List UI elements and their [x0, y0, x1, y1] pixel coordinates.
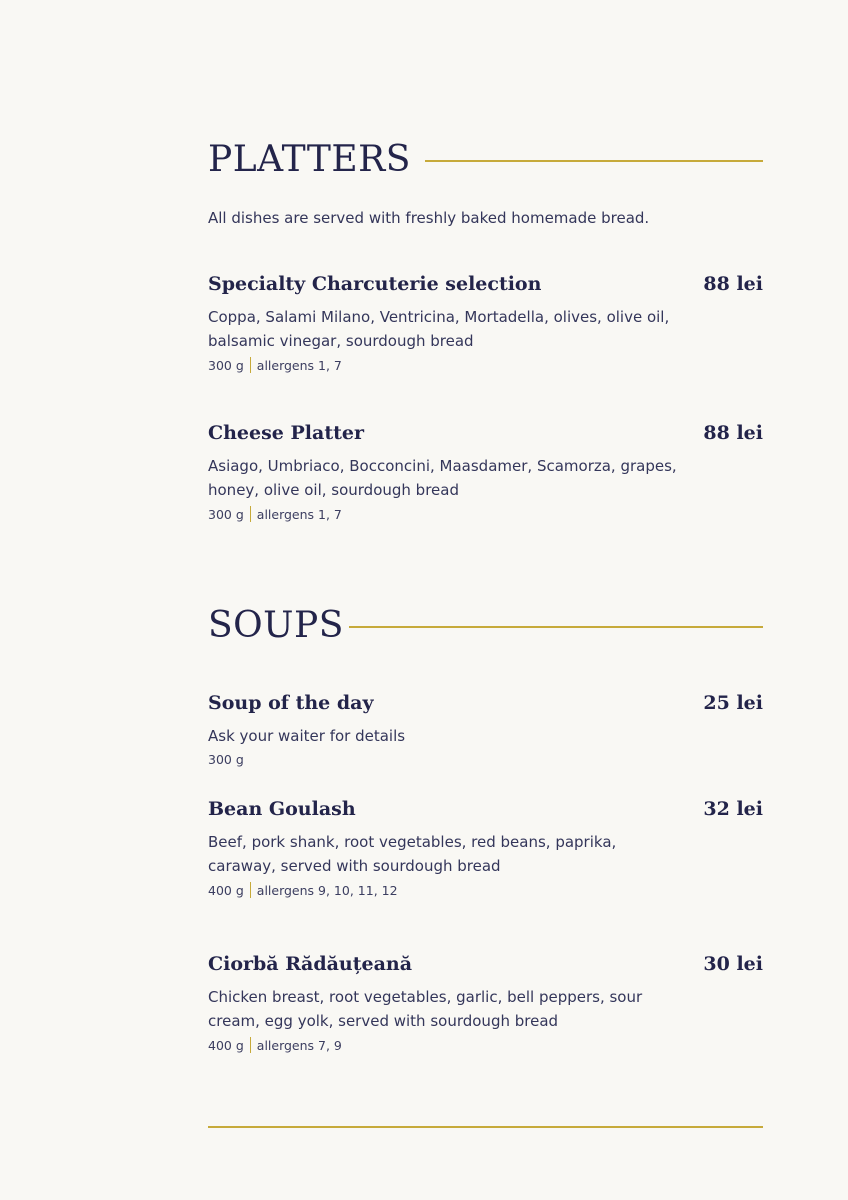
item-meta: [208, 506, 763, 522]
item-price: 88 lei: [703, 273, 763, 295]
menu-item: [208, 273, 763, 373]
meta-separator: [250, 882, 251, 898]
meta-separator: [250, 1037, 251, 1053]
item-name: Bean Goulash: [208, 798, 356, 820]
section-header-soups: [208, 605, 344, 646]
item-meta: [208, 882, 763, 898]
meta-separator: [250, 506, 251, 522]
item-description: Beef, pork shank, root vegetables, red beans, paprika, caraway, served with sourdough bread: [208, 833, 617, 875]
item-name: Ciorbă Rădăuțeană: [208, 953, 413, 975]
item-name: Cheese Platter: [208, 422, 364, 444]
section-header-platters: [208, 139, 411, 180]
item-price: 30 lei: [703, 953, 763, 975]
meta-separator: [250, 357, 251, 373]
item-allergens: allergens 9, 10, 11, 12: [256, 882, 398, 898]
item-weight: 300 g: [208, 752, 244, 767]
item-price: 32 lei: [703, 798, 763, 820]
menu-item: [208, 692, 763, 767]
item-price: 25 lei: [703, 692, 763, 714]
section-title: SOUPS: [208, 605, 344, 646]
item-allergens: allergens 1, 7: [256, 357, 342, 373]
item-name: Specialty Charcuterie selection: [208, 273, 542, 295]
menu-item: [208, 422, 763, 522]
item-price: 88 lei: [703, 422, 763, 444]
section-intro: All dishes are served with freshly baked homemade bread.: [208, 209, 650, 227]
item-weight: 300 g: [208, 357, 244, 373]
section-divider: [349, 626, 763, 628]
item-meta: [208, 357, 763, 373]
item-description: Asiago, Umbriaco, Bocconcini, Maasdamer, Scamorza, grapes, honey, olive oil, sourdough bread: [208, 457, 677, 499]
item-weight: 400 g: [208, 1037, 244, 1053]
section-divider: [425, 160, 763, 162]
menu-item: [208, 953, 763, 1053]
section-title: PLATTERS: [208, 139, 411, 180]
item-meta: [208, 752, 763, 767]
item-description: Chicken breast, root vegetables, garlic, bell peppers, sour cream, egg yolk, served with sourdough bread: [208, 988, 643, 1030]
item-description: Ask your waiter for details: [208, 727, 406, 745]
menu-item: [208, 798, 763, 898]
item-allergens: allergens 1, 7: [256, 506, 342, 522]
item-meta: [208, 1037, 763, 1053]
footer-divider: [208, 1126, 763, 1128]
item-name: Soup of the day: [208, 692, 374, 714]
item-weight: 400 g: [208, 882, 244, 898]
item-weight: 300 g: [208, 506, 244, 522]
item-description: Coppa, Salami Milano, Ventricina, Mortadella, olives, olive oil, balsamic vinegar, sourdough bread: [208, 308, 670, 350]
item-allergens: allergens 7, 9: [256, 1037, 342, 1053]
